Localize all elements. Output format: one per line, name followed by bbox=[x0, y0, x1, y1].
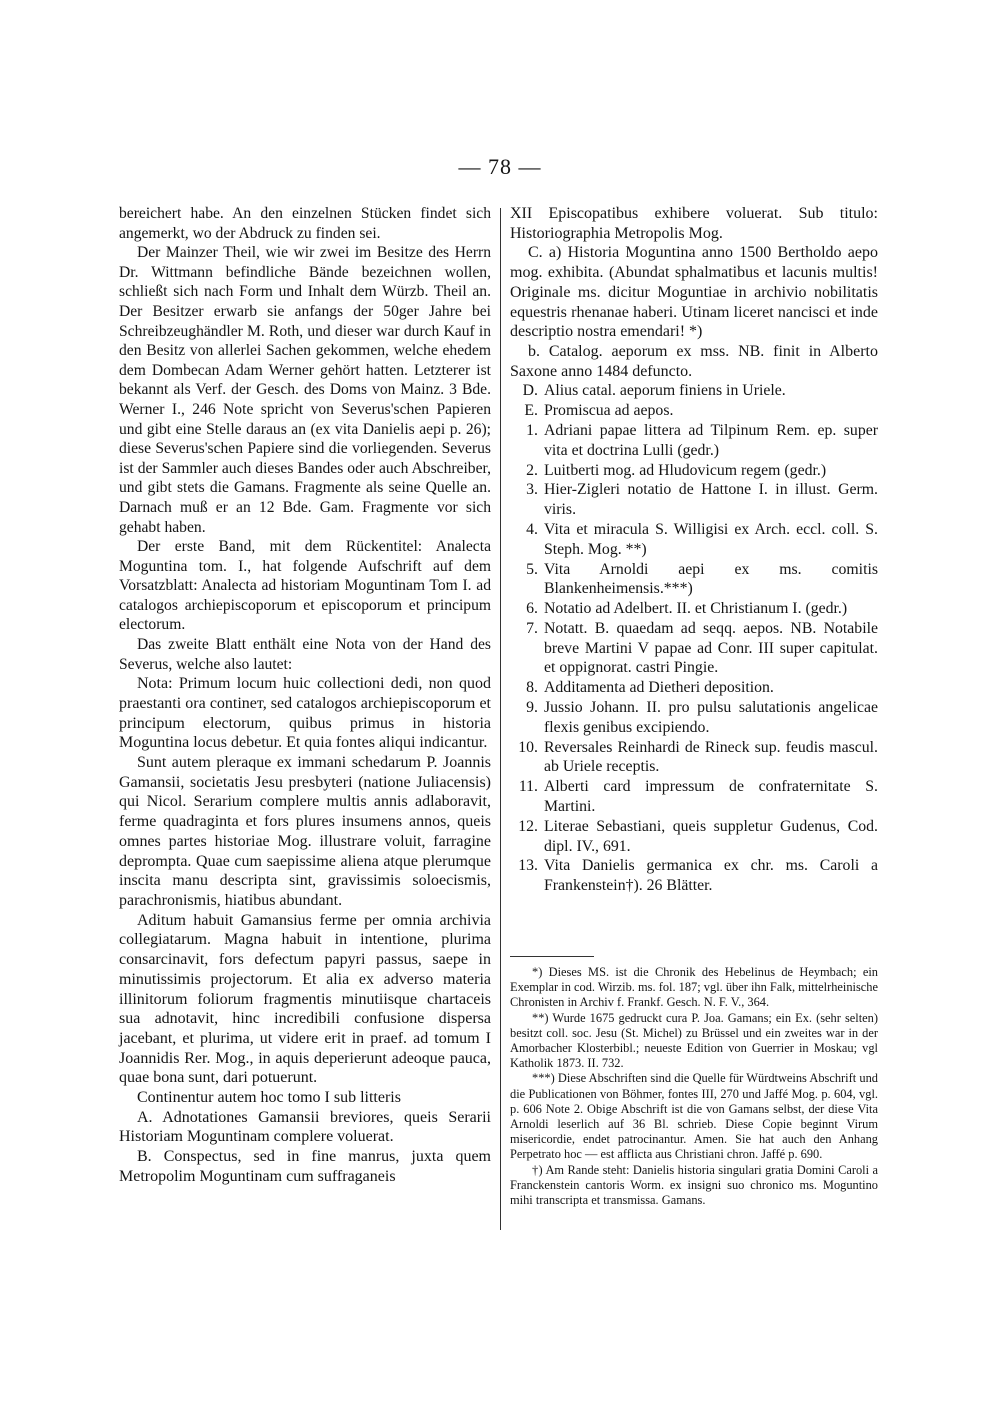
item-number: 12. bbox=[518, 817, 538, 835]
item-number: 9. bbox=[526, 699, 538, 717]
item-text: Vita Danielis germanica ex chr. ms. Caroli a Frankenstein†). 26 Blätter. bbox=[544, 857, 878, 895]
item-text: Additamenta ad Dietheri deposition. bbox=[544, 679, 774, 697]
list-item bbox=[510, 401, 878, 421]
item-number: 10. bbox=[518, 738, 538, 756]
numbered-item-list bbox=[510, 421, 878, 896]
paragraph: bereichert habe. An den einzelnen Stücken findet sich angemerkt, wo der Abdruck zu finden sei. bbox=[119, 205, 491, 242]
paragraph: Aditum habuit Gamansius ferme per omnia archivia collegiatarum. Magna habuit in intentione, plurima consarcinavit, fors defectum papyri passus, saepe in minutissimis projectorum. Et alia ex adverso materia illinitorum foliorum fragmentis minutiisque chartaceis sua adnotavit, hinc incredibili confusione dispersa jacebant, et plurima, ut videre erit in praef. ad tomum I Joannidis Rer. Mog., in aquis deperierunt adeoque pauca, quae bona sunt, dari potuerunt. bbox=[119, 911, 491, 1087]
right-column-intro bbox=[510, 204, 878, 381]
paragraph: Der erste Band, mit dem Rückentitel: Analecta Moguntina tom. I., hat folgende Aufschrift auf dem Vorsatzblatt: Analecta ad historiam Moguntinam Tom I. ad catalogos archiepiscoporum et episcoporum et principum electorum. bbox=[119, 538, 491, 634]
item-text: Vita Arnoldi aepi ex ms. comitis Blankenheimensis.***) bbox=[544, 560, 878, 598]
item-text: Alius catal. aeporum finiens in Uriele. bbox=[544, 382, 786, 400]
footnote-separator bbox=[510, 956, 594, 957]
list-item bbox=[510, 777, 878, 817]
item-text: Luitberti mog. ad Hludovicum regem (gedr.) bbox=[544, 461, 827, 479]
item-text: Reversales Reinhardi de Rineck sup. feudis mascul. ab Uriele receptis. bbox=[544, 738, 878, 776]
paragraph: Das zweite Blatt enthält eine Nota von der Hand des Severus, welche also lautet: bbox=[119, 636, 491, 673]
item-number: E. bbox=[524, 402, 538, 420]
list-item bbox=[510, 599, 878, 619]
footnote: **) Wurde 1675 gedruckt cura P. Joa. Gamans; ein Ex. (sehr selten) besitzt coll. soc. Jesu (St. Michel) zu Brüssel und ein zweites war in der Amorbacher Klosterbibl.; neueste Edition von Guerrier in Moskau; vgl Katholik 1873. II. 732. bbox=[510, 1010, 878, 1071]
item-text: Jussio Johann. II. pro pulsu salutationis angelicae flexis genibus excipiendo. bbox=[544, 699, 878, 736]
list-item bbox=[510, 619, 878, 678]
item-number: 8. bbox=[526, 679, 538, 697]
item-number: 5. bbox=[526, 560, 538, 578]
list-item bbox=[510, 520, 878, 560]
paragraph: XII Episcopatibus exhibere voluerat. Sub titulo: Historiographia Metropolis Mog. bbox=[510, 205, 878, 242]
paragraph: Continentur autem hoc tomo I sub litteris bbox=[137, 1089, 401, 1107]
item-text: Literae Sebastiani, queis suppletur Gudenus, Cod. dipl. IV., 691. bbox=[544, 817, 878, 855]
footnotes bbox=[510, 965, 878, 1208]
footnote: †) Am Rande steht: Danielis historia singulari gratia Domini Caroli a Franckenstein cantoris Worm. ex insigni suo chronico ms. Moguntino mihi transcripta et transmissa. Gamans. bbox=[510, 1162, 878, 1208]
item-number: 3. bbox=[526, 481, 538, 499]
item-number: 11. bbox=[518, 778, 538, 796]
item-text: Notatt. B. quaedam ad seqq. aepos. NB. Notabile breve Martini V papae ad Conr. III super capitulat. et oppignorat. castri Pingie. bbox=[544, 619, 878, 677]
paragraph: Nota: Primum locum huic collectioni dedi, non quod praestanti ora contineт, sed catalogos archiepiscoporum et principum electorum, quibus primus in historia Moguntina locus debetur. Et quia fontes aliqui indicantur. bbox=[119, 675, 491, 752]
item-number: D. bbox=[522, 382, 538, 400]
item-text: Vita et miracula S. Willigisi ex Arch. eccl. coll. S. Steph. Mog. **) bbox=[544, 520, 878, 558]
item-number: 1. bbox=[526, 421, 538, 439]
footnote: *) Dieses MS. ist die Chronik des Hebelinus de Heymbach; ein Exemplar in cod. Wirzib. ms. fol. 187; vgl. über ihn Falk, mittelrheinische Chronisten in Archiv f. Frankf. Gesch. N. F. V., 364. bbox=[510, 965, 878, 1010]
list-item bbox=[510, 421, 878, 461]
item-text: Alberti card impressum de confraternitate S. Martini. bbox=[544, 778, 878, 816]
column-divider bbox=[500, 208, 501, 1230]
list-item bbox=[510, 480, 878, 520]
paragraph: b. Catalog. aeporum ex mss. NB. finit in Alberto Saxone anno 1484 defuncto. bbox=[510, 342, 878, 380]
page-number: — 78 — bbox=[458, 154, 542, 179]
item-number: 6. bbox=[526, 600, 538, 618]
list-item bbox=[510, 817, 878, 857]
list-item bbox=[510, 738, 878, 778]
paragraph: B. Conspectus, sed in fine manrus, juxta quem Metropolim Moguntinam cum suffraganeis bbox=[119, 1148, 491, 1185]
list-item bbox=[510, 461, 878, 481]
paragraph: A. Adnotationes Gamansii breviores, queis Serarii Historiam Moguntinam complere voluerat. bbox=[119, 1108, 491, 1146]
item-number: 4. bbox=[526, 520, 538, 538]
list-item bbox=[510, 678, 878, 698]
item-text: Promiscua ad aepos. bbox=[544, 402, 674, 420]
list-item bbox=[510, 560, 878, 600]
right-column bbox=[510, 204, 878, 1208]
item-number: 13. bbox=[518, 857, 538, 875]
item-text: Hier-Zigleri notatio de Hattone I. in illust. Germ. viris. bbox=[544, 481, 878, 519]
item-text: Adriani papae littera ad Tilpinum Rem. ep. super vita et doctrina Lulli (gedr.) bbox=[544, 421, 878, 459]
list-item bbox=[510, 856, 878, 896]
paragraph: Sunt autem pleraque ex immani schedarum P. Joannis Gamansii, societatis Jesu presbyteri (natione Juliacensis) qui Nicol. Serarium complere multis annis adlaboravit, ferme quadraginta et fors plures insumens annos, queis omnes partes historiae Mog. illustrare voluit, farragine deprompta. Quae cum saepissime aliena atque plerumque inscita manu descripta sint, gravissimis soloecismis, parachronismis, hiatibus abundant. bbox=[119, 754, 491, 909]
item-number: 2. bbox=[526, 461, 538, 479]
item-text: Notatio ad Adelbert. II. et Christianum I. (gedr.) bbox=[544, 600, 848, 618]
paragraph: C. a) Historia Moguntina anno 1500 Bertholdo aepo mog. exhibita. (Abundat sphalmatibus et lacunis multis! Originale ms. dicitur Moguntiae in archivio nobilitatis equestris rhenanae haberi. Utinam liceret nancisci et inde descriptio nostra emendari! *) bbox=[510, 244, 878, 341]
item-number: 7. bbox=[526, 619, 538, 637]
left-column bbox=[119, 204, 491, 1187]
letter-item-list bbox=[510, 381, 878, 421]
list-item bbox=[510, 698, 878, 738]
footnote: ***) Diese Abschriften sind die Quelle für Würdtweins Abschrift und die Publicationen von Böhmer, fontes III, 270 und Jaffé Mog. p. 604, vgl. p. 606 Note 2. Obige Abschrift ist die von Gamans selbst, der diese Vita Arnoldi leserlich auf 36 Bl. schrieb. Diese Copie beginnt Virum misericordie, endet patrocinantur. Amen. Sie hat auch den Anhang Perpetrato hoc — est afflicta aus Christiani chron. Jaffé p. 690. bbox=[510, 1071, 878, 1162]
paragraph: Der Mainzer Theil, wie wir zwei im Besitze des Herrn Dr. Wittmann befindliche Bände bezeichnen wollen, schließt sich nach Form und Inhalt dem Würzb. Theil an. Der Besitzer erwarb sie anfangs der 50ger Jahre bei Schreibzeughändler M. Roth, und dieser war durch Kauf in den Besitz von allerlei Sachen gekommen, welche ehedem dem Dombecan Adam Werner gehört hatten. Letzterer ist bekannt als Verf. der Gesch. des Doms von Mainz. 3 Bde. Werner I., 246 Note spricht von Severus'schen Papieren und gibt eine Stelle daraus an (ex vita Danielis aepi p. 26); diese Severus'schen Papiere sind die vorliegenden. Severus ist der Sammler auch dieses Bandes oder auch Abschreiber, und gibt stets die Gamans. Fragmente als seine Quelle an. Darnach muß er an 12 Bde. Gam. Fragmente vor sich gehabt haben. bbox=[119, 244, 491, 536]
list-item bbox=[510, 381, 878, 401]
